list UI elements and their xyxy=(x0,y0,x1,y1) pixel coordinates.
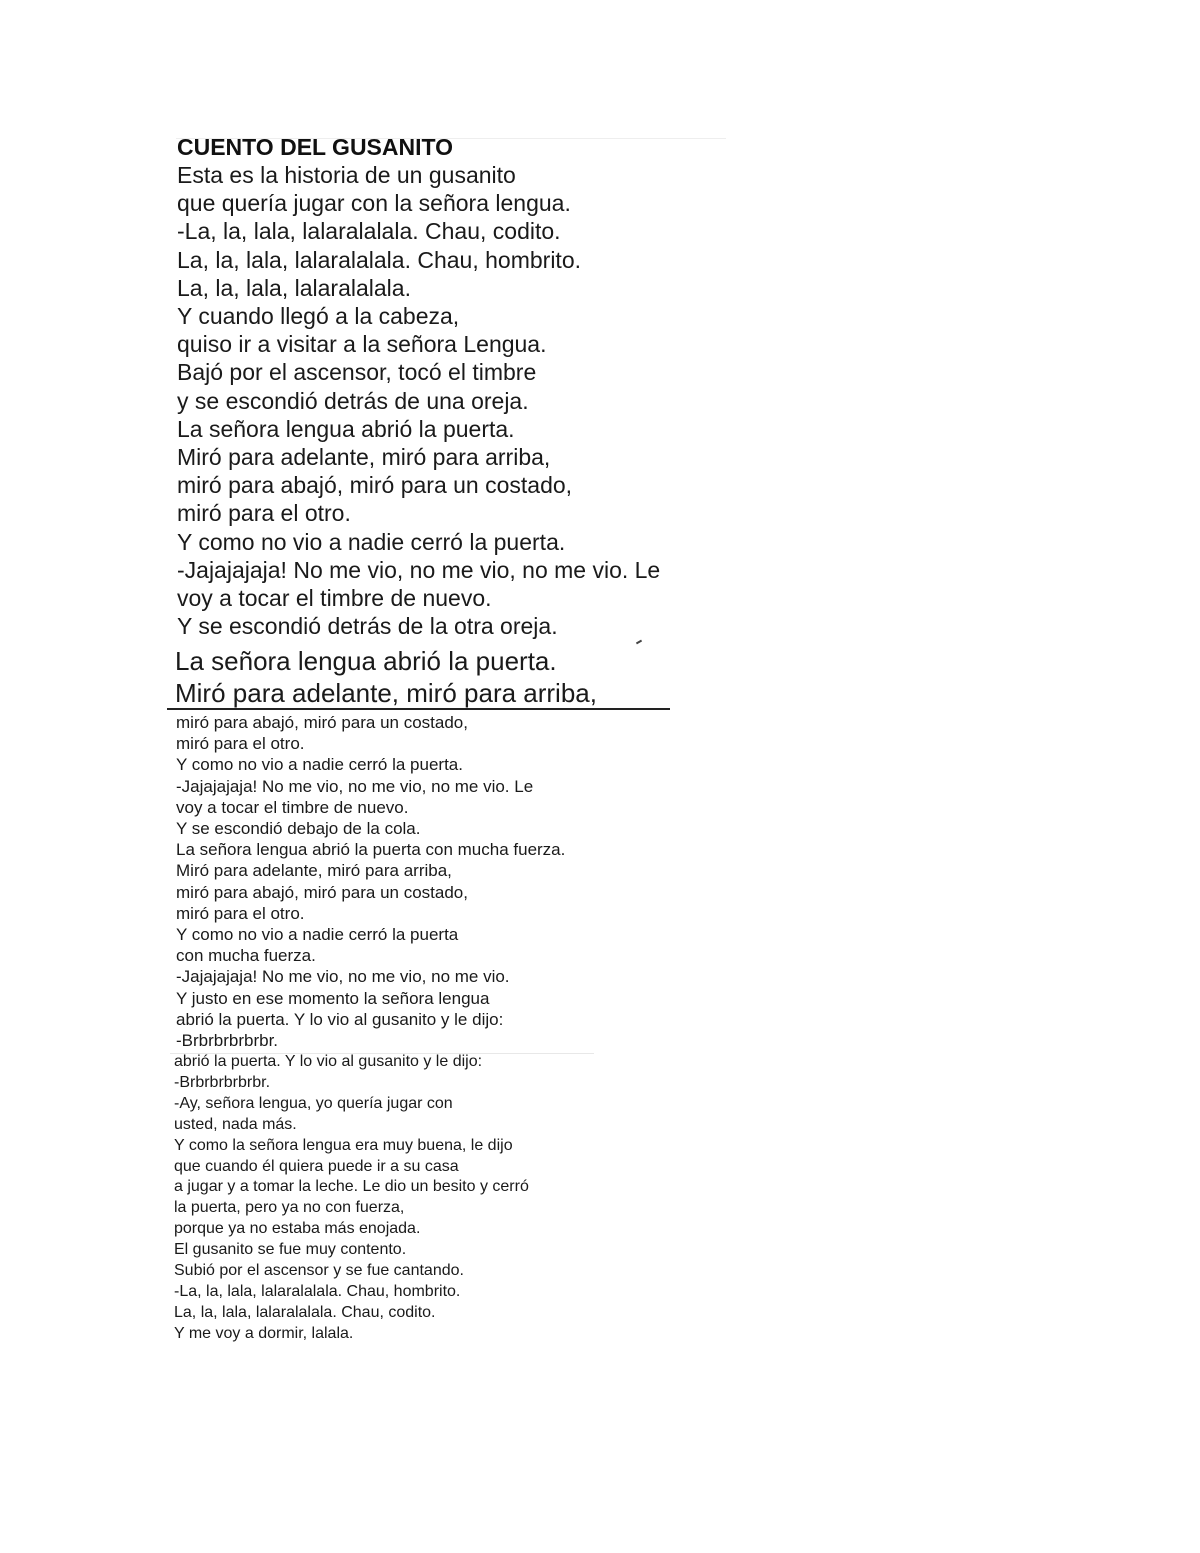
story-line: usted, nada más. xyxy=(174,1115,297,1133)
story-line: -Brbrbrbrbrbr. xyxy=(174,1073,271,1091)
story-line: miró para el otro. xyxy=(177,500,351,527)
story-line: -La, la, lala, lalaralalala. Chau, codito. xyxy=(177,218,561,245)
story-line: porque ya no estaba más enojada. xyxy=(174,1220,421,1238)
story-section-4 xyxy=(174,1052,529,1345)
story-line: La señora lengua abrió la puerta con mucha fuerza. xyxy=(176,840,566,860)
story-line: -Jajajajaja! No me vio, no me vio, no me vio. Le xyxy=(176,776,534,796)
story-line: -Ay, señora lengua, yo quería jugar con xyxy=(174,1094,453,1112)
story-line: que quería jugar con la señora lengua. xyxy=(177,190,571,217)
story-line: miró para abajó, miró para un costado, xyxy=(177,472,573,499)
story-line: La, la, lala, lalaralalala. xyxy=(177,274,411,301)
story-line: miró para el otro. xyxy=(176,903,305,923)
story-line: Y como la señora lengua era muy buena, le dijo xyxy=(174,1136,513,1154)
story-line: La señora lengua abrió la puerta. xyxy=(175,646,557,676)
story-line: Y como no vio a nadie cerró la puerta. xyxy=(177,528,566,555)
story-line: Y se escondió debajo de la cola. xyxy=(176,819,421,839)
story-section-3 xyxy=(176,712,565,1051)
story-line: abrió la puerta. Y lo vio al gusanito y le dijo: xyxy=(176,1009,504,1029)
story-line: -Brbrbrbrbrbr. xyxy=(176,1031,279,1051)
story-line: la puerta, pero ya no con fuerza, xyxy=(174,1199,405,1217)
story-line: -La, la, lala, lalaralalala. Chau, hombrito. xyxy=(174,1282,461,1300)
part3-lines xyxy=(176,712,565,1051)
story-line: voy a tocar el timbre de nuevo. xyxy=(176,797,409,817)
part4-lines xyxy=(174,1052,529,1345)
story-line: miró para abajó, miró para un costado, xyxy=(176,882,468,902)
story-line: El gusanito se fue muy contento. xyxy=(174,1241,407,1259)
story-section-1 xyxy=(177,133,660,640)
story-line: La, la, lala, lalaralalala. Chau, codito. xyxy=(174,1303,436,1321)
part2-lines xyxy=(175,645,597,709)
part1-lines xyxy=(177,161,660,640)
story-line: abrió la puerta. Y lo vio al gusanito y le dijo: xyxy=(174,1053,483,1070)
story-line: que cuando él quiera puede ir a su casa xyxy=(174,1157,459,1175)
story-line: Y justo en ese momento la señora lengua xyxy=(176,988,490,1008)
story-line: voy a tocar el timbre de nuevo. xyxy=(177,585,492,612)
story-line: La señora lengua abrió la puerta. xyxy=(177,415,515,442)
story-line: con mucha fuerza. xyxy=(176,946,316,966)
story-line: Esta es la historia de un gusanito xyxy=(177,162,516,188)
story-line: Y me voy a dormir, lalala. xyxy=(174,1324,354,1342)
story-line: y se escondió detrás de una oreja. xyxy=(177,387,529,414)
story-title: CUENTO DEL GUSANITO xyxy=(177,134,454,160)
underline xyxy=(167,708,670,710)
story-line: Bajó por el ascensor, tocó el timbre xyxy=(177,359,537,386)
story-section-2 xyxy=(175,645,597,709)
story-line: Y como no vio a nadie cerró la puerta. xyxy=(176,755,463,775)
story-line: Miró para adelante, miró para arriba, xyxy=(176,861,452,881)
story-line: a jugar y a tomar la leche. Le dio un besito y cerró xyxy=(174,1178,529,1196)
story-line: Y cuando llegó a la cabeza, xyxy=(177,303,460,330)
story-line: -Jajajajaja! No me vio, no me vio, no me vio. xyxy=(176,967,510,987)
story-line: Y se escondió detrás de la otra oreja. xyxy=(177,613,558,640)
story-line: Subió por el ascensor y se fue cantando. xyxy=(174,1262,464,1280)
story-line: Miró para adelante, miró para arriba, xyxy=(175,678,597,708)
story-line: miró para abajó, miró para un costado, xyxy=(176,713,468,732)
story-line: quiso ir a visitar a la señora Lengua. xyxy=(177,331,547,358)
story-line: La, la, lala, lalaralalala. Chau, hombrito. xyxy=(177,246,582,273)
story-line: Miró para adelante, miró para arriba, xyxy=(177,444,551,471)
story-line: miró para el otro. xyxy=(176,734,305,754)
story-line: Y como no vio a nadie cerró la puerta xyxy=(176,925,459,945)
story-line: -Jajajajaja! No me vio, no me vio, no me vio. Le xyxy=(177,556,661,583)
